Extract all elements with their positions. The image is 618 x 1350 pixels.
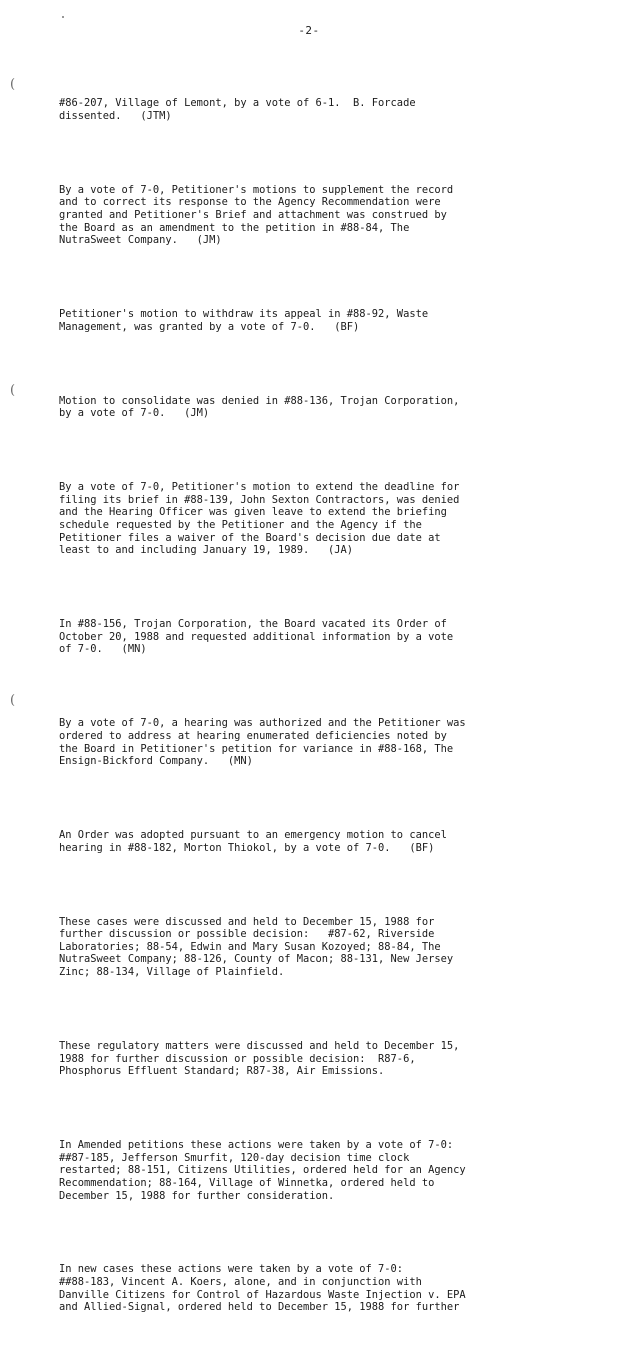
text-line: In #88-156, Trojan Corporation, the Board vacated its Order of <box>59 618 447 631</box>
paragraph <box>59 1015 549 1103</box>
text-line: Laboratories; 88-54, Edwin and Mary Susan Kozoyed; 88-84, The <box>59 940 441 953</box>
paragraph <box>59 1238 549 1339</box>
page-number: -2- <box>298 24 320 37</box>
document-body <box>59 72 549 1350</box>
text-line: An Order was adopted pursuant to an emergency motion to cancel <box>59 829 447 842</box>
text-line: ##87-185, Jefferson Smurfit, 120-day decision time clock <box>59 1151 410 1164</box>
text-line: by a vote of 7-0. (JM) <box>59 407 210 420</box>
text-line: the Board in Petitioner's petition for variance in #88-168, The <box>59 742 454 755</box>
paragraph <box>59 890 549 1003</box>
text-line: dissented. (JTM) <box>59 109 172 122</box>
text-line: In new cases these actions were taken by a vote of 7-0: <box>59 1263 404 1276</box>
paragraph <box>59 283 549 359</box>
paragraph <box>59 593 549 681</box>
text-line: By a vote of 7-0, Petitioner's motion to extend the deadline for <box>59 481 460 494</box>
text-line: least to and including January 19, 1989. (JA) <box>59 544 354 557</box>
hole-punch-mark: ( <box>10 383 16 398</box>
text-line: Management, was granted by a vote of 7-0. (BF) <box>59 320 360 333</box>
text-line: #86-207, Village of Lemont, by a vote of 6-1. B. Forcade <box>59 97 416 110</box>
text-line: Ensign-Bickford Company. (MN) <box>59 755 253 768</box>
text-line: and the Hearing Officer was given leave to extend the briefing <box>59 506 447 519</box>
text-line: schedule requested by the Petitioner and the Agency if the <box>59 519 422 531</box>
text-line: and Allied-Signal, ordered held to December 15, 1988 for further <box>59 1301 460 1314</box>
paragraph <box>59 692 549 793</box>
text-line: 1988 for further discussion or possible decision: R87-6, <box>59 1052 416 1065</box>
text-line: By a vote of 7-0, Petitioner's motions to supplement the record <box>59 183 454 196</box>
text-line: and to correct its response to the Agency Recommendation were <box>59 196 441 209</box>
text-line: Motion to consolidate was denied in #88-136, Trojan Corporation, <box>59 394 460 407</box>
text-line: October 20, 1988 and requested additional information by a vote <box>59 630 454 643</box>
hole-punch-mark: ( <box>10 693 16 708</box>
text-line: December 15, 1988 for further consideration. <box>59 1189 335 1202</box>
text-line: of 7-0. (MN) <box>59 643 147 656</box>
text-line: Petitioner files a waiver of the Board's decision due date at <box>59 531 441 544</box>
text-line: Recommendation; 88-164, Village of Winnetka, ordered held to <box>59 1176 435 1189</box>
text-line: restarted; 88-151, Citizens Utilities, ordered held for an Agency <box>59 1164 466 1177</box>
text-line: ##88-183, Vincent A. Koers, alone, and in conjunction with <box>59 1276 422 1289</box>
text-line: NutraSweet Company; 88-126, County of Macon; 88-131, New Jersey <box>59 953 454 966</box>
text-line: By a vote of 7-0, a hearing was authorized and the Petitioner was <box>59 717 466 730</box>
paragraph <box>59 159 549 272</box>
text-line: Danville Citizens for Control of Hazardous Waste Injection v. EPA <box>59 1288 466 1301</box>
paragraph <box>59 369 549 445</box>
text-line: In Amended petitions these actions were taken by a vote of 7-0: <box>59 1139 454 1152</box>
hole-punch-mark: ( <box>10 77 16 92</box>
scan-speck <box>62 16 64 18</box>
text-line: hearing in #88-182, Morton Thiokol, by a vote of 7-0. (BF) <box>59 841 435 854</box>
text-line: ordered to address at hearing enumerated deficiencies noted by <box>59 729 447 742</box>
paragraph <box>59 72 549 148</box>
text-line: Zinc; 88-134, Village of Plainfield. <box>59 966 285 978</box>
text-line: the Board as an amendment to the petition in #88-84, The <box>59 221 410 234</box>
text-line: granted and Petitioner's Brief and attachment was construed by <box>59 208 447 221</box>
text-line: Petitioner's motion to withdraw its appeal in #88-92, Waste <box>59 308 429 321</box>
text-line: NutraSweet Company. (JM) <box>59 234 222 247</box>
paragraph <box>59 456 549 582</box>
text-line: Phosphorus Effluent Standard; R87-38, Air Emissions. <box>59 1065 385 1078</box>
paragraph <box>59 804 549 880</box>
text-line: These regulatory matters were discussed and held to December 15, <box>59 1039 460 1052</box>
text-line: filing its brief in #88-139, John Sexton Contractors, was denied <box>59 493 460 506</box>
text-line: These cases were discussed and held to December 15, 1988 for <box>59 915 435 928</box>
paragraph <box>59 1114 549 1227</box>
text-line: further discussion or possible decision: #87-62, Riverside <box>59 928 435 941</box>
